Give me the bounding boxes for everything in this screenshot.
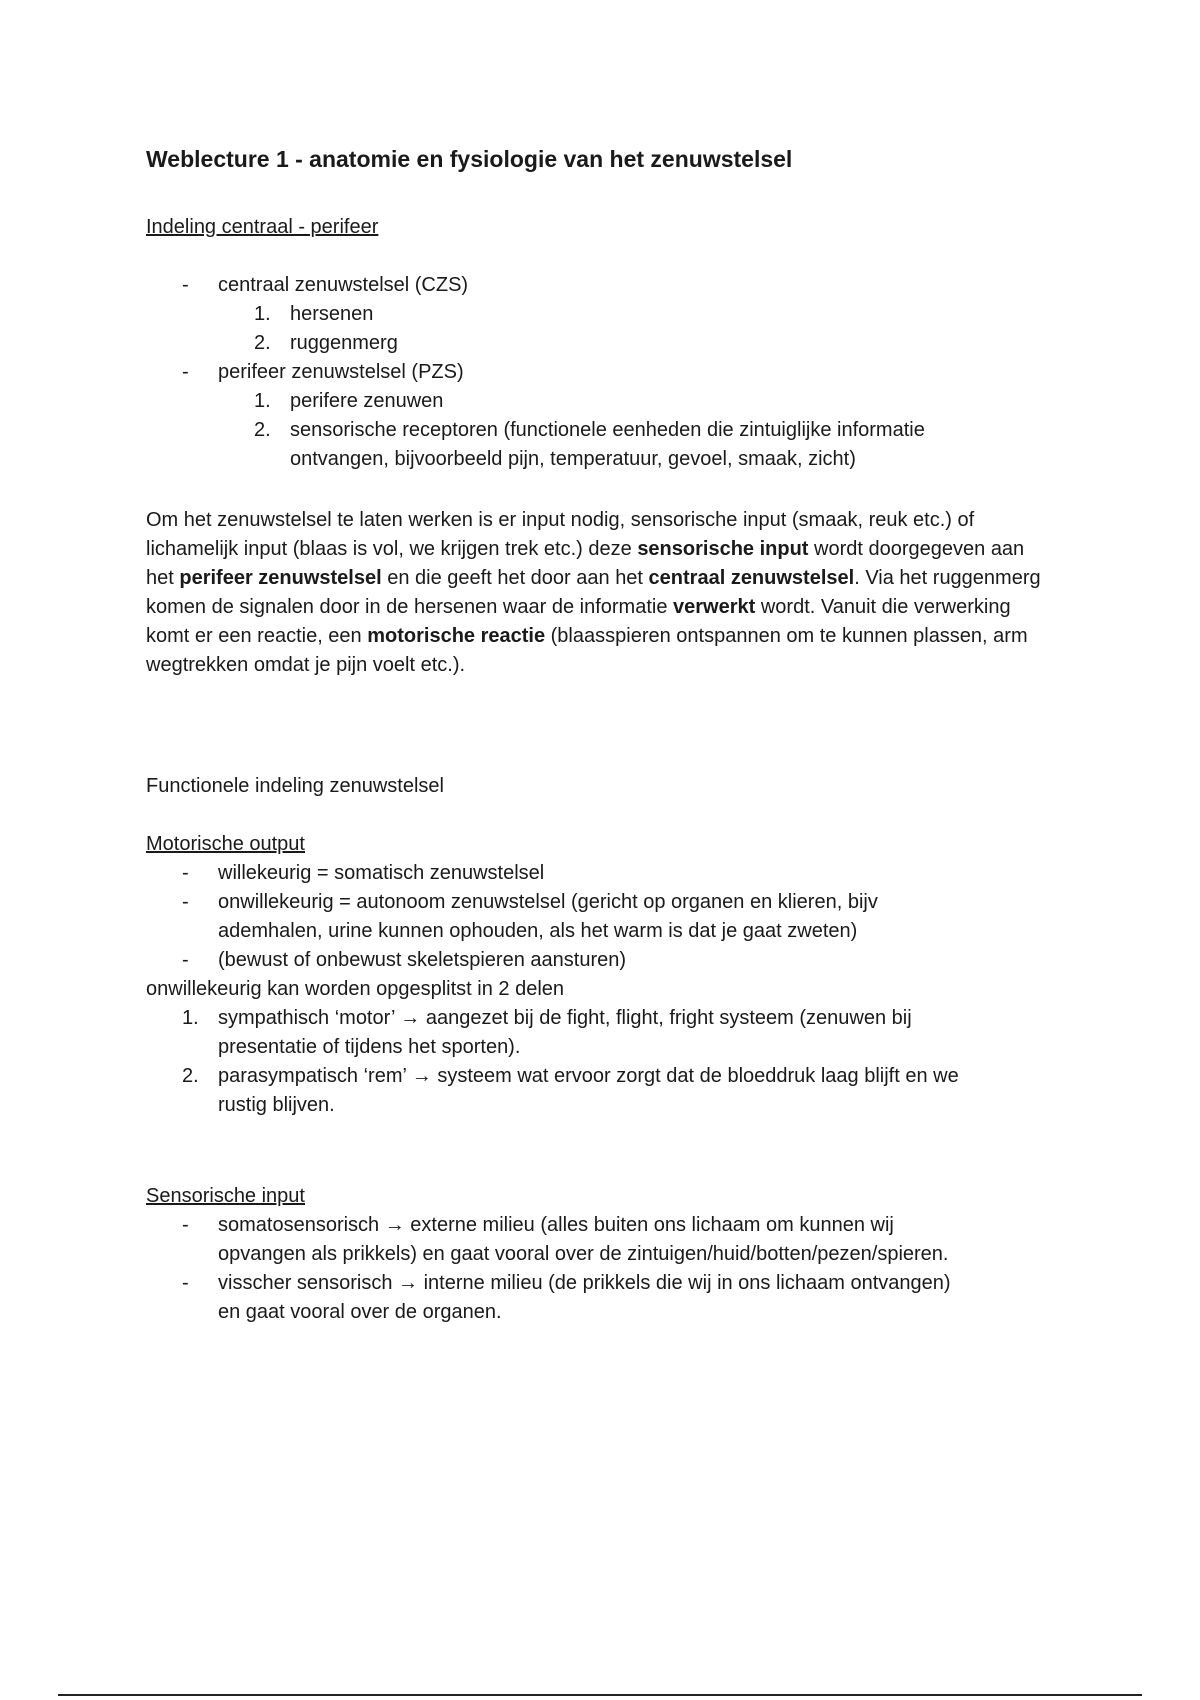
list-item-continuation: presentatie of tijdens het sporten).	[218, 1036, 521, 1058]
list-item-onwillekeurig: onwillekeurig = autonoom zenuwstelsel (gericht op organen en klieren, bijv	[218, 891, 878, 913]
number-marker: 1.	[182, 1007, 199, 1029]
list-item-sensorische-receptoren: sensorische receptoren (functionele eenheden die zintuiglijke informatie	[290, 419, 925, 441]
list-item-somatosensorisch: somatosensorisch → externe milieu (alles buiten ons lichaam om kunnen wij	[218, 1214, 894, 1236]
section-heading-functionele-indeling: Functionele indeling zenuwstelsel	[146, 775, 444, 797]
bullet-marker: -	[182, 361, 189, 383]
bold-term: motorische reactie	[367, 625, 546, 647]
list-item-bewust: (bewust of onbewust skeletspieren aansturen)	[218, 949, 627, 971]
bold-term: perifeer zenuwstelsel	[179, 567, 382, 589]
bullet-marker: -	[182, 1214, 189, 1236]
document-title: Weblecture 1 - anatomie en fysiologie van het zenuwstelsel	[146, 146, 793, 172]
list-item-sympathisch: sympathisch ‘motor’ → aangezet bij de fight, flight, fright systeem (zenuwen bij	[218, 1007, 912, 1029]
number-marker: 2.	[254, 332, 271, 354]
number-marker: 1.	[254, 303, 271, 325]
subheading-sensorische-input: Sensorische input	[146, 1185, 305, 1207]
body-paragraph: Om het zenuwstelsel te laten werken is er input nodig, sensorische input (smaak, reuk etc.) of lichamelijk input (blaas is vol, we krijgen trek etc.) deze sensorische input wordt doorgegeven aan het perifeer zenuwstelsel en die geeft het door aan het centraal zenuwstelsel. Via het ruggenmerg komen de signalen door in de hersenen waar de informatie verwerkt wordt. Vanuit die verwerking komt er een reactie, een motorische reactie (blaasspieren ontspannen om te kunnen plassen, arm wegtrekken omdat je pijn voelt etc.).	[146, 509, 1041, 676]
list-item-continuation: en gaat vooral over de organen.	[218, 1301, 502, 1323]
list-item-perifere-zenuwen: perifere zenuwen	[290, 390, 444, 412]
bold-term: verwerkt	[673, 596, 756, 618]
number-marker: 2.	[182, 1065, 199, 1087]
page-bottom-rule	[58, 1694, 1142, 1696]
number-marker: 2.	[254, 419, 271, 441]
bullet-marker: -	[182, 949, 189, 971]
split-intro: onwillekeurig kan worden opgesplitst in 2 delen	[146, 978, 565, 1000]
list-item-hersenen: hersenen	[290, 303, 374, 325]
list-item-continuation: rustig blijven.	[218, 1094, 335, 1116]
list-item-visscher-sensorisch: visscher sensorisch → interne milieu (de prikkels die wij in ons lichaam ontvangen)	[218, 1272, 951, 1294]
bullet-marker: -	[182, 862, 189, 884]
bold-term: centraal zenuwstelsel	[648, 567, 855, 589]
list-item-continuation: ademhalen, urine kunnen ophouden, als het warm is dat je gaat zweten)	[218, 920, 858, 942]
list-item-parasympatisch: parasympatisch ‘rem’ → systeem wat ervoor zorgt dat de bloeddruk laag blijft en we	[218, 1065, 959, 1087]
list-item-continuation: ontvangen, bijvoorbeeld pijn, temperatuur, gevoel, smaak, zicht)	[290, 448, 856, 470]
list-item-continuation: opvangen als prikkels) en gaat vooral over de zintuigen/huid/botten/pezen/spieren.	[218, 1243, 949, 1265]
bullet-marker: -	[182, 891, 189, 913]
bullet-marker: -	[182, 274, 189, 296]
list-item-czs: centraal zenuwstelsel (CZS)	[218, 274, 469, 296]
list-item-pzs: perifeer zenuwstelsel (PZS)	[218, 361, 464, 383]
bullet-marker: -	[182, 1272, 189, 1294]
list-item-ruggenmerg: ruggenmerg	[290, 332, 398, 354]
number-marker: 1.	[254, 390, 271, 412]
list-item-willekeurig: willekeurig = somatisch zenuwstelsel	[218, 862, 545, 884]
subheading-motorische-output: Motorische output	[146, 833, 305, 855]
section-heading-indeling: Indeling centraal - perifeer	[146, 216, 379, 238]
bold-term: sensorische input	[637, 538, 809, 560]
